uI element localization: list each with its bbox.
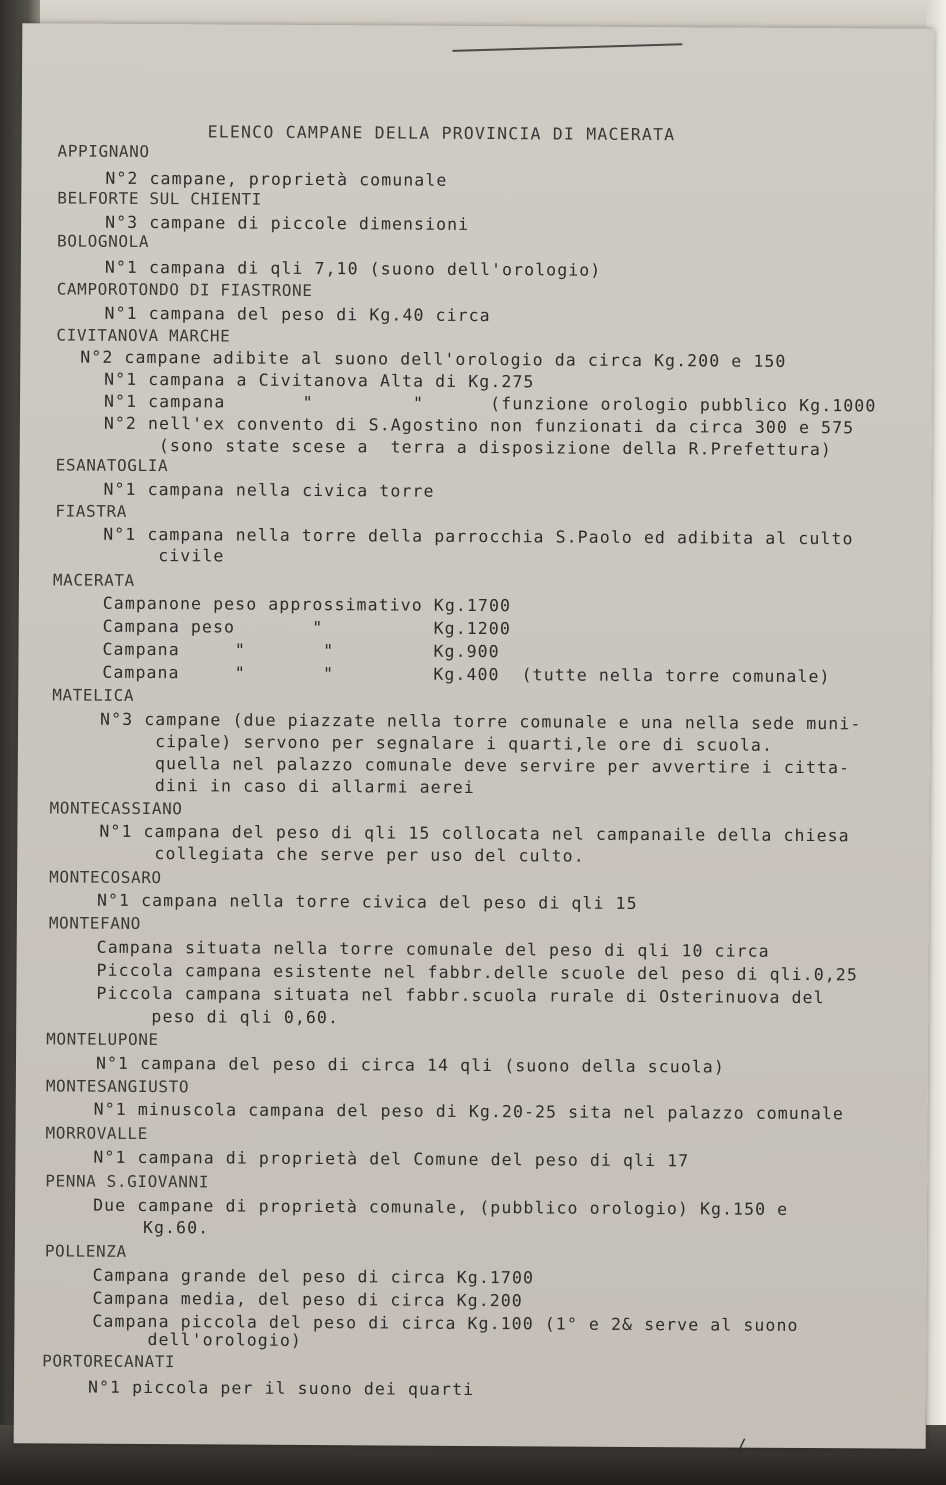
town-heading: FIASTRA xyxy=(55,501,128,521)
town-heading: BELFORTE SUL CHIENTI xyxy=(57,188,262,209)
town-heading: CAMPOROTONDO DI FIASTRONE xyxy=(56,279,313,301)
town-heading: MONTECOSARO xyxy=(49,867,162,888)
entry-line: peso di qli 0,60. xyxy=(96,1006,340,1028)
entry-line: Piccola campana situata nel fabbr.scuola rurale di Osterinuova del xyxy=(96,983,825,1008)
entry-line: N°1 campana di qli 7,10 (suono dell'orologio) xyxy=(104,257,602,280)
entry-line: N°1 campana " " (funzione orologio pubblico Kg.1000 xyxy=(103,391,877,416)
town-heading: MONTEFANO xyxy=(48,913,142,933)
entry-line: N°1 campana del peso di qli 15 collocata nel campanaile della chiesa xyxy=(99,821,850,846)
entry-line: N°3 campane di piccole dimensioni xyxy=(105,212,470,234)
entry-line: N°2 campane adibite al suono dell'orologio da circa Kg.200 e 150 xyxy=(80,347,787,371)
entry-line: Due campane di proprietà comunale, (pubblico orologio) Kg.150 e xyxy=(93,1195,789,1219)
entry-line: N°1 campana nella torre della parrocchia S.Paolo ed adibita al culto xyxy=(103,524,854,549)
entry-line: quella nel palazzo comunale deve servire per avvertire i citta- xyxy=(99,753,851,778)
entry-line: Kg.60. xyxy=(142,1217,210,1238)
entry-line: Campana media, del peso di circa Kg.200 xyxy=(92,1288,523,1311)
town-heading: POLLENZA xyxy=(44,1241,127,1261)
entry-line: N°1 campana nella torre civica del peso di qli 15 xyxy=(96,890,638,914)
entry-line: N°1 campana a Civitanova Alta di Kg.275 xyxy=(104,369,535,392)
entry-line: cipale) servono per segnalare i quarti,le ore di scuola. xyxy=(99,731,774,755)
town-heading: APPIGNANO xyxy=(57,141,150,162)
document-title: ELENCO CAMPANE DELLA PROVINCIA DI MACERATA xyxy=(207,122,676,145)
town-heading: ESANATOGLIA xyxy=(55,455,169,476)
entry-line: Campana peso " Kg.1200 xyxy=(102,616,511,639)
entry-line: Campana " " Kg.400 (tutte nella torre comunale) xyxy=(102,662,831,687)
entry-line: N°2 nell'ex convento di S.Agostino non funzionati da circa 300 e 575 xyxy=(103,413,855,438)
entry-line: Piccola campana esistente nel fabbr.delle scuole del peso di qli.0,25 xyxy=(96,960,858,985)
entry-line: N°1 minuscola campana del peso di Kg.20-25 sita nel palazzo comunale xyxy=(93,1099,845,1124)
town-heading: MONTESANGIUSTO xyxy=(45,1076,190,1097)
entry-line: N°2 campane, proprietà comunale xyxy=(105,168,448,190)
entry-line: N°3 campane (due piazzate nella torre comunale e una nella sede muni- xyxy=(100,709,862,734)
entry-line: Campana piccola del peso di circa Kg.100 (1° e 2& serve al suono xyxy=(92,1311,799,1335)
entry-line: dini in caso di allarmi aerei xyxy=(99,775,475,798)
entry-line: Campana " " Kg.900 xyxy=(102,639,500,662)
town-heading: BOLOGNOLA xyxy=(56,231,150,252)
town-heading: PENNA S.GIOVANNI xyxy=(45,1171,210,1192)
entry-line: collegiata che serve per uso del culto. xyxy=(99,843,585,866)
continuation-mark: ./. xyxy=(725,1435,759,1455)
entry-line: Campana grande del peso di circa Kg.1700 xyxy=(92,1265,535,1288)
town-heading: MONTECASSIANO xyxy=(49,798,183,819)
town-heading: CIVITANOVA MARCHE xyxy=(56,325,231,346)
town-heading: MATELICA xyxy=(52,685,135,705)
entry-line: N°1 campana di proprietà del Comune del peso di qli 17 xyxy=(93,1147,690,1171)
entry-line: Campanone peso approssimativo Kg.1700 xyxy=(102,593,512,616)
entry-line: N°1 campana nella civica torre xyxy=(103,479,435,501)
entry-line: N°1 piccola per il suono dei quarti xyxy=(87,1377,475,1400)
entry-line: dell'orologio) xyxy=(92,1329,303,1350)
town-heading: MORROVALLE xyxy=(45,1123,148,1144)
town-heading: MONTELUPONE xyxy=(46,1029,159,1050)
entry-line: (sono state scese a terra a disposizione della R.Prefettura) xyxy=(103,435,833,460)
entry-line: Campana situata nella torre comunale del peso di qli 10 circa xyxy=(96,937,770,961)
entry-line: N°1 campana del peso di circa 14 qli (suono della scuola) xyxy=(95,1053,725,1077)
town-heading: PORTORECANATI xyxy=(42,1351,176,1372)
entry-line: N°1 campana del peso di Kg.40 circa xyxy=(104,303,491,326)
town-heading: MACERATA xyxy=(52,570,135,590)
document-body xyxy=(14,23,935,1455)
entry-line: civile xyxy=(103,545,225,566)
document-page xyxy=(14,23,935,1455)
